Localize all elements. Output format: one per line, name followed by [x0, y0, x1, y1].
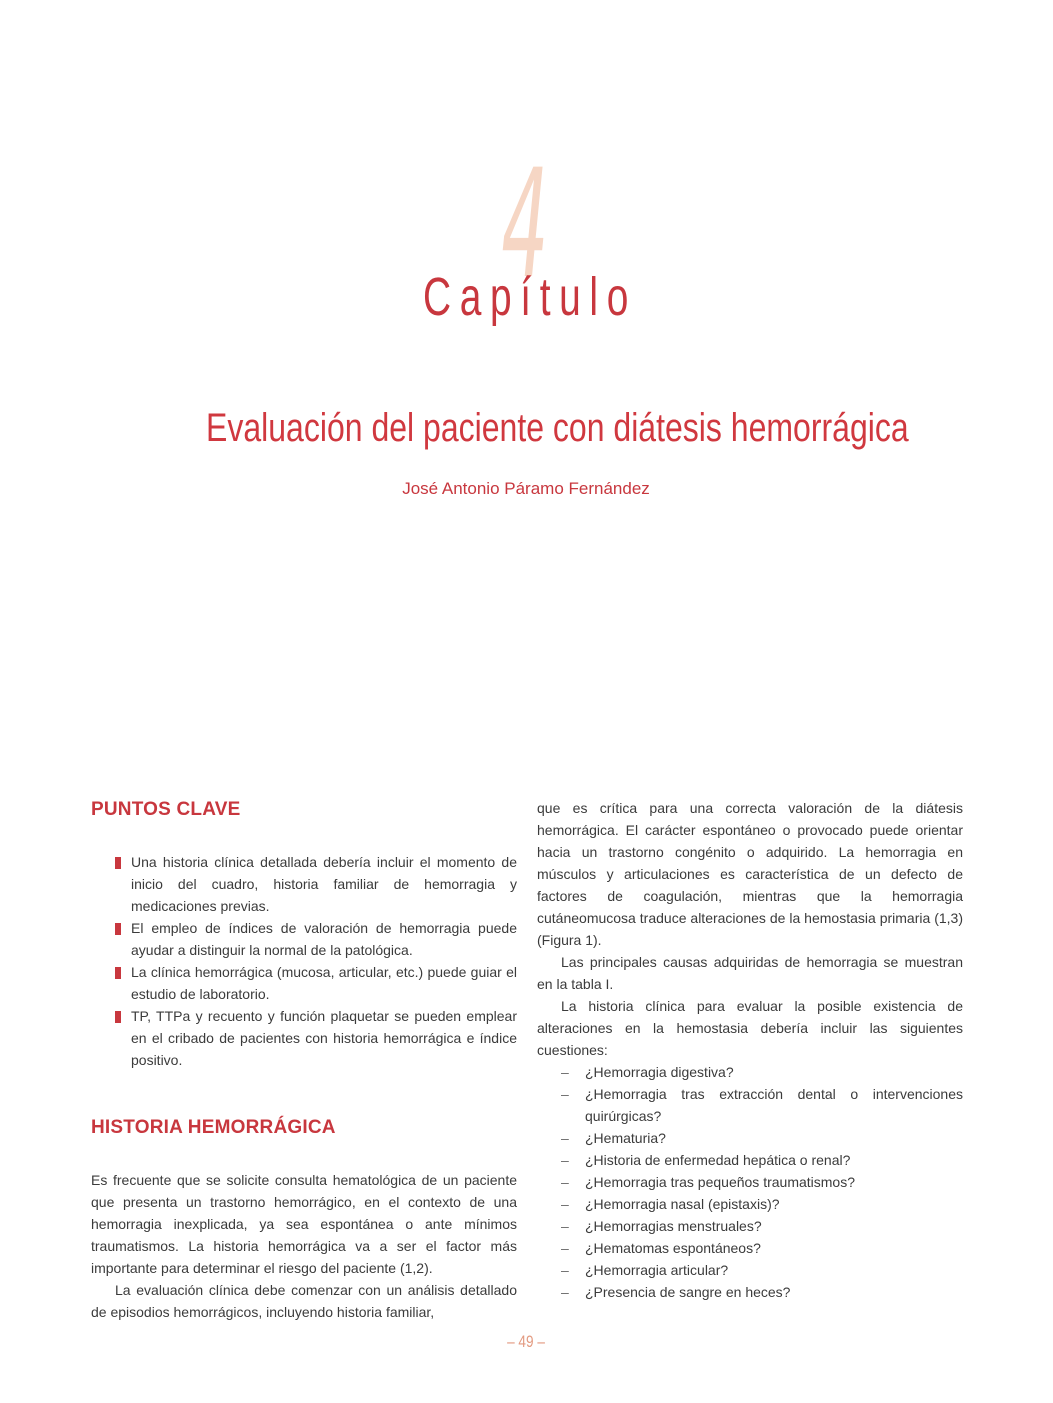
question-item: – ¿Hematomas espontáneos?: [561, 1237, 963, 1259]
question-item: – ¿Hemorragia articular?: [561, 1259, 963, 1281]
key-point-item: Una historia clínica detallada debería incluir el momento de inicio del cuadro, historia familiar de hemorragia y medicaciones previas.: [115, 851, 517, 917]
questions-list: [537, 1061, 963, 1303]
key-point-item: El empleo de índices de valoración de hemorragia puede ayudar a distinguir la normal de la patológica.: [115, 917, 517, 961]
history-paragraph: La evaluación clínica debe comenzar con un análisis detallado de episodios hemorrágicos, incluyendo historia familiar,: [91, 1282, 517, 1320]
body-paragraph: Las principales causas adquiridas de hemorragia se muestran en la tabla I.: [537, 954, 963, 992]
question-item: – ¿Hemorragia tras extracción dental o intervenciones quirúrgicas?: [561, 1083, 963, 1127]
question-item: – ¿Hemorragia digestiva?: [561, 1061, 963, 1083]
body-paragraph: La historia clínica para evaluar la posible existencia de alteraciones en la hemostasia debería incluir las siguientes cuestiones:: [537, 998, 963, 1058]
chapter-author: José Antonio Páramo Fernández: [402, 479, 650, 498]
page-number: – 49 –: [507, 1332, 545, 1351]
history-paragraph: Es frecuente que se solicite consulta hematológica de un paciente que presenta un trastorno hemorrágico, en el contexto de una hemorragia inexplicada, ya sea espontánea o ante mínimos traumatismos. La historia hemorrágica va a ser el factor más importante para determinar el riesgo del paciente (1,2).: [91, 1172, 517, 1276]
question-item: – ¿Presencia de sangre en heces?: [561, 1281, 963, 1303]
question-item: – ¿Hematuria?: [561, 1127, 963, 1149]
left-column: [91, 795, 517, 1323]
question-item: – ¿Hemorragia nasal (epistaxis)?: [561, 1193, 963, 1215]
question-item: – ¿Hemorragias menstruales?: [561, 1215, 963, 1237]
right-column: [537, 797, 963, 1303]
key-point-item: TP, TTPa y recuento y función plaquetar se pueden emplear en el cribado de pacientes con historia hemorrágica e índice positivo.: [115, 1005, 517, 1071]
chapter-number: 4: [501, 138, 549, 312]
question-item: – ¿Hemorragia tras pequeños traumatismos?: [561, 1171, 963, 1193]
body-paragraph: que es crítica para una correcta valoración de la diátesis hemorrágica. El carácter espontáneo o provocado puede orientar hacia un trastorno congénito o adquirido. La hemorragia en músculos y articulaciones es característica de un defecto de factores de coagulación, mientras que la hemorragia cutáneomucosa traduce alteraciones de la hemostasia primaria (1,3) (Figura 1).: [537, 800, 963, 948]
key-points-list: [91, 851, 517, 1071]
question-item: – ¿Historia de enfermedad hepática o renal?: [561, 1149, 963, 1171]
key-point-item: La clínica hemorrágica (mucosa, articular, etc.) puede guiar el estudio de laboratorio.: [115, 961, 517, 1005]
key-points-heading: PUNTOS CLAVE: [91, 799, 241, 820]
chapter-title: Evaluación del paciente con diátesis hemorrágica: [206, 406, 909, 450]
chapter-label: Capítulo: [423, 267, 637, 327]
history-heading: HISTORIA HEMORRÁGICA: [91, 1117, 336, 1138]
